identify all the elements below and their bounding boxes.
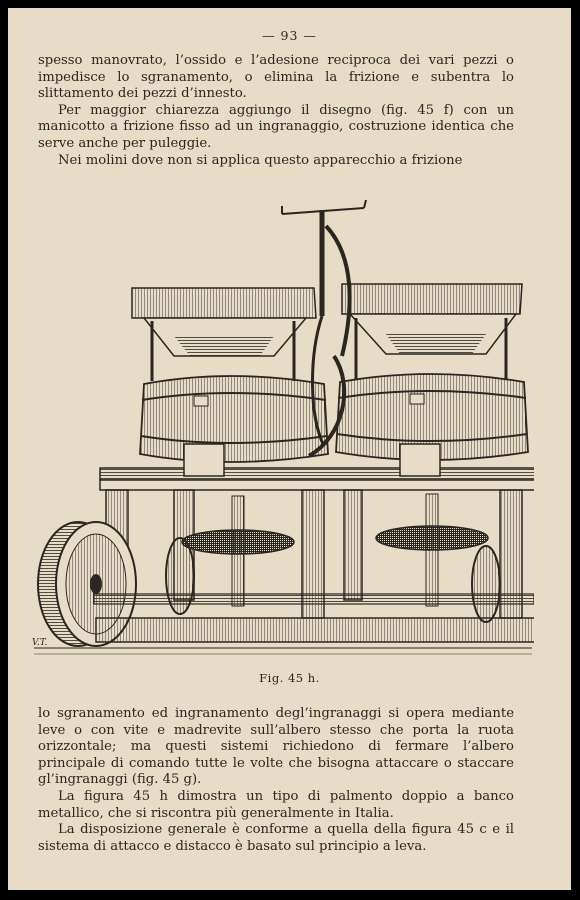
millstone-vat-left — [140, 376, 328, 462]
paragraph: lo sgranamento ed ingranamento degl’ingranaggi si opera mediante leve o con vite e madrevite sull’albero stesso che porta la ruota orizzontale; ma questi sistemi richiedono di fermare l’albero principale di comando tutte le volte che bisogna attaccare o staccare gl’ingranaggi (fig. 45 g). — [38, 706, 514, 788]
page-number: — 93 — — [262, 28, 317, 43]
book-page — [8, 8, 571, 890]
paragraph: La disposizione generale è conforme a quella della figura 45 c e il sistema di attacco e distacco è basato sul principio a leva. — [38, 822, 514, 854]
main-shaft — [94, 594, 534, 642]
figure-caption: Fig. 45 h. — [259, 671, 320, 685]
paragraph: Nei molini dove non si applica questo apparecchio a frizione — [58, 152, 463, 168]
paragraph: La figura 45 h dimostra un tipo di palmento doppio a banco metallico, che si riscontra più generalmente in Italia. — [38, 788, 514, 821]
engraver-signature: V.T. — [32, 638, 48, 648]
text-block-bottom — [38, 706, 514, 855]
hopper-left — [132, 288, 316, 356]
engraving-double-millstone — [24, 186, 534, 668]
paragraph: spesso manovrato, l’ossido e l’adesione reciproca dei vari pezzi o impedisce lo sgranamento, o elimina la frizione e subentra lo slittamento dei pezzi d’innesto. — [38, 53, 514, 102]
text-block-top — [38, 53, 514, 169]
paragraph: Per maggior chiarezza aggiungo il disegno (fig. 45 f) con un manicotto a frizione fisso ad un ingranaggio, costruzione identica che serve anche per puleggie. — [38, 102, 514, 151]
bevel-gear-left — [182, 496, 294, 606]
hopper-right — [342, 284, 522, 354]
